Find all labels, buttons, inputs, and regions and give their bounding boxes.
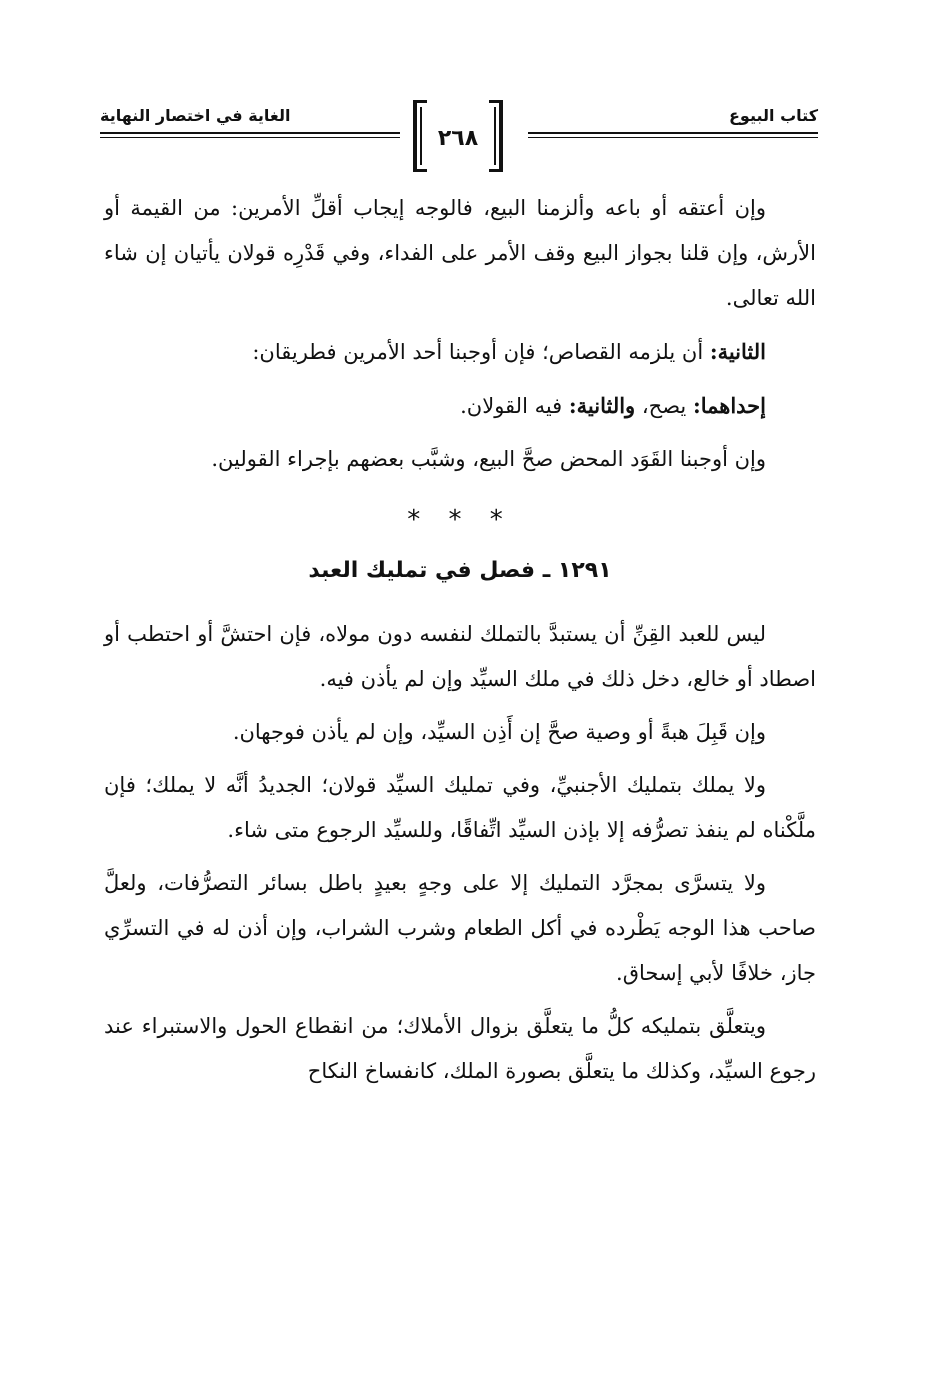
header-rule [528,132,818,134]
paragraph: ليس للعبد القِنِّ أن يستبدَّ بالتملك لنفسه دون مولاه، فإن احتشَّ أو احتطب أو اصطاد أو خالع، دخل ذلك في ملك السيِّد وإن لم يأذن فيه. [104,622,816,691]
paragraph [104,383,816,429]
paragraph: ولا يتسرَّى بمجرَّد التمليك إلا على وجهٍ بعيدٍ باطل بسائر التصرُّفات، ولعلَّ صاحب هذا الوجه يَطْرده في أكل الطعام وشرب الشراب، وإن أذن له في التسرِّي جاز، خلافًا لأبي إسحاق. [104,871,816,985]
paragraph-text: يصح، [635,394,693,418]
paragraph: ويتعلَّق بتمليكه كلُّ ما يتعلَّق بزوال الأملاك؛ من انقطاع الحول والاستبراء عند رجوع السيِّد، وكذلك ما يتعلَّق بصورة الملك، كانفساخ النكاح [104,1014,816,1083]
running-header [100,98,818,170]
paragraph-label: إحداهما: [692,393,766,418]
paragraph-label: والثانية: [568,393,636,418]
header-rule [528,137,818,138]
paragraph-text: أن يلزمه القصاص؛ فإن أوجبنا أحد الأمرين فطريقان: [252,340,710,364]
page-number: ٢٦٨ [437,126,479,151]
ornament-bracket [413,100,427,172]
paragraph: وإن أوجبنا القَوَد المحض صحَّ البيع، وشبَّب بعضهم بإجراء القولين. [211,447,766,471]
ornament-bracket [489,100,503,172]
page-number-frame [413,98,503,168]
header-rule [100,137,400,138]
paragraph: ولا يملك بتمليك الأجنبيِّ، وفي تمليك السيِّد قولان؛ الجديدُ أنَّه لا يملك؛ فإن ملَّكْناه لم ينفذ تصرُّفه إلا بإذن السيِّد اتِّفاقًا، وللسيِّد الرجوع متى شاء. [104,773,816,842]
paragraph: وإن قَبِلَ هبةً أو وصية صحَّ إن أَذِن السيِّد، وإن لم يأذن فوجهان. [232,720,766,744]
book-title: الغاية في اختصار النهاية [100,106,291,125]
paragraph-text: فيه القولان. [460,394,569,418]
header-rule [100,132,400,134]
section-heading: ١٢٩١ ـ فصل في تمليك العبد [308,558,612,583]
section-separator: * * * [407,505,513,535]
paragraph: وإن أعتقه أو باعه وألزمنا البيع، فالوجه إيجاب أقلِّ الأمرين: من القيمة أو الأرش، وإن قلنا بجواز البيع وقف الأمر على الفداء، وفي قَدْرِه قولان يأتيان إن شاء الله تعالى. [104,196,816,310]
page-body [104,186,816,1102]
chapter-title: كتاب البيوع [728,106,818,125]
paragraph-label: الثانية: [709,339,766,364]
paragraph [104,329,816,375]
